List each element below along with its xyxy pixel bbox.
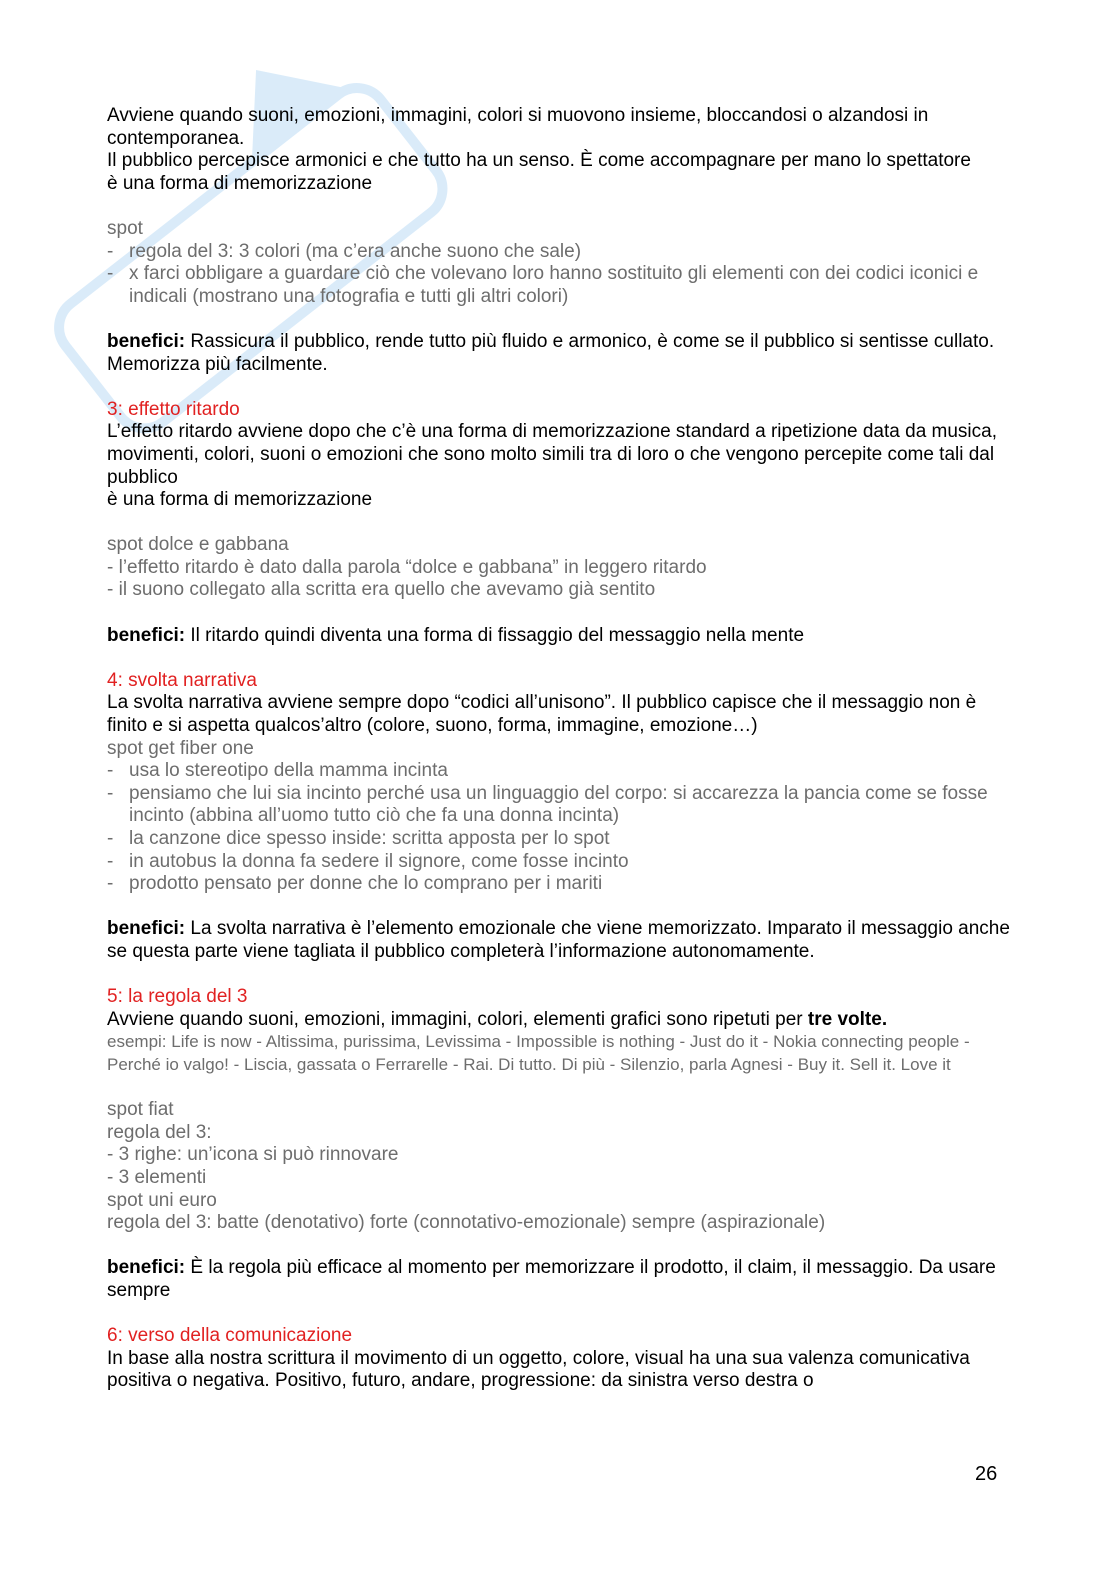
spot-list	[107, 241, 1012, 309]
list-item: - pensiamo che lui sia incinto perché usa un linguaggio del corpo: si accarezza la pancia come se fosse incinto (abbina all’uomo tutto ciò che fa una donna incinta)	[107, 783, 1012, 828]
section-body: In base alla nostra scrittura il movimento di un oggetto, colore, visual ha una sua valenza comunicativa positiva o negativa. Positivo, futuro, andare, progressione: da sinistra verso destra o	[107, 1347, 970, 1392]
section-body	[107, 1009, 1012, 1032]
intro-line-3: è una forma di memorizzazione	[107, 172, 373, 194]
document-page	[107, 105, 1012, 1393]
spot-line: spot fiat	[107, 1099, 174, 1121]
section-heading: 4: svolta narrativa	[107, 669, 257, 691]
intro-line-2: Il pubblico percepisce armonici e che tutto ha un senso. È come accompagnare per mano lo spettatore	[107, 150, 971, 172]
benefici-label: benefici:	[107, 1257, 186, 1279]
list-item: - regola del 3: 3 colori (ma c’era anche suono che sale)	[107, 241, 1012, 264]
list-item: - la canzone dice spesso inside: scritta apposta per lo spot	[107, 828, 1012, 851]
spot-line: - l’effetto ritardo è dato dalla parola “dolce e gabbana” in leggero ritardo	[107, 556, 707, 578]
page-number: 26	[975, 1463, 998, 1485]
intro-line-1: Avviene quando suoni, emozioni, immagini, colori si muovono insieme, bloccandosi o alzandosi in contemporanea.	[107, 105, 929, 149]
spot-title: spot	[107, 217, 143, 239]
benefici-paragraph	[107, 918, 1012, 963]
benefici-label: benefici:	[107, 918, 186, 940]
list-item: - prodotto pensato per donne che lo comprano per i mariti	[107, 873, 1012, 896]
spot-title: spot dolce e gabbana	[107, 534, 289, 556]
section-body: La svolta narrativa avviene sempre dopo “codici all’unisono”. Il pubblico capisce che il messaggio non è finito e si aspetta qualcos’altro (colore, suono, forma, immagine, emozione…)	[107, 692, 977, 737]
list-item: - x farci obbligare a guardare ciò che volevano loro hanno sostituito gli elementi con dei codici iconici e indicali (mostrano una fotografia e tutti gli altri colori)	[107, 263, 1012, 308]
spot-title: spot get fiber one	[107, 737, 254, 759]
spot-line: - 3 elementi	[107, 1166, 207, 1188]
section-heading: 3: effetto ritardo	[107, 398, 240, 420]
list-item: - usa lo stereotipo della mamma incinta	[107, 760, 1012, 783]
list-item: - in autobus la donna fa sedere il signore, come fosse incinto	[107, 851, 1012, 874]
spot-line: - 3 righe: un’icona si può rinnovare	[107, 1144, 399, 1166]
benefici-text: La svolta narrativa è l’elemento emozionale che viene memorizzato. Imparato il messaggio anche se questa parte viene tagliata il pubblico completerà l’informazione autonomamente.	[107, 918, 1010, 962]
benefici-text: È la regola più efficace al momento per memorizzare il prodotto, il claim, il messaggio. Da usare sempre	[107, 1257, 996, 1301]
section-body-text: Avviene quando suoni, emozioni, immagini, colori, elementi grafici sono ripetuti per	[107, 1008, 808, 1030]
section-body-bold: tre volte.	[807, 1008, 888, 1030]
benefici-paragraph	[107, 625, 1012, 648]
spot-line: regola del 3:	[107, 1121, 212, 1143]
spot-line: - il suono collegato alla scritta era quello che avevamo già sentito	[107, 579, 656, 601]
section-heading: 6: verso della comunicazione	[107, 1325, 353, 1347]
section-note: è una forma di memorizzazione	[107, 489, 373, 511]
benefici-paragraph	[107, 331, 1012, 376]
examples-text: esempi: Life is now - Altissima, purissima, Levissima - Impossible is nothing - Just do it - Nokia connecting people - Perché io valgo! - Liscia, gassata o Ferrarelle - Rai. Di tutto. Di più - Silenzio, parla Agnesi - Buy it. Sell it. Love it	[107, 1032, 970, 1074]
spot-line: spot uni euro	[107, 1189, 217, 1211]
spot-list	[107, 760, 1012, 896]
benefici-paragraph	[107, 1257, 1012, 1302]
section-body: L’effetto ritardo avviene dopo che c’è una forma di memorizzazione standard a ripetizione data da musica, movimenti, colori, suoni o emozioni che sono molto simili tra di loro o che vengono percepite come tali dal pubblico	[107, 421, 997, 488]
benefici-text: Rassicura il pubblico, rende tutto più fluido e armonico, è come se il pubblico si sentisse cullato. Memorizza più facilmente.	[107, 330, 995, 375]
benefici-label: benefici:	[107, 624, 186, 646]
benefici-label: benefici:	[107, 330, 186, 352]
section-heading: 5: la regola del 3	[107, 986, 248, 1008]
spot-line: regola del 3: batte (denotativo) forte (connotativo-emozionale) sempre (aspirazionale)	[107, 1212, 826, 1234]
benefici-text: Il ritardo quindi diventa una forma di fissaggio del messaggio nella mente	[185, 624, 805, 646]
